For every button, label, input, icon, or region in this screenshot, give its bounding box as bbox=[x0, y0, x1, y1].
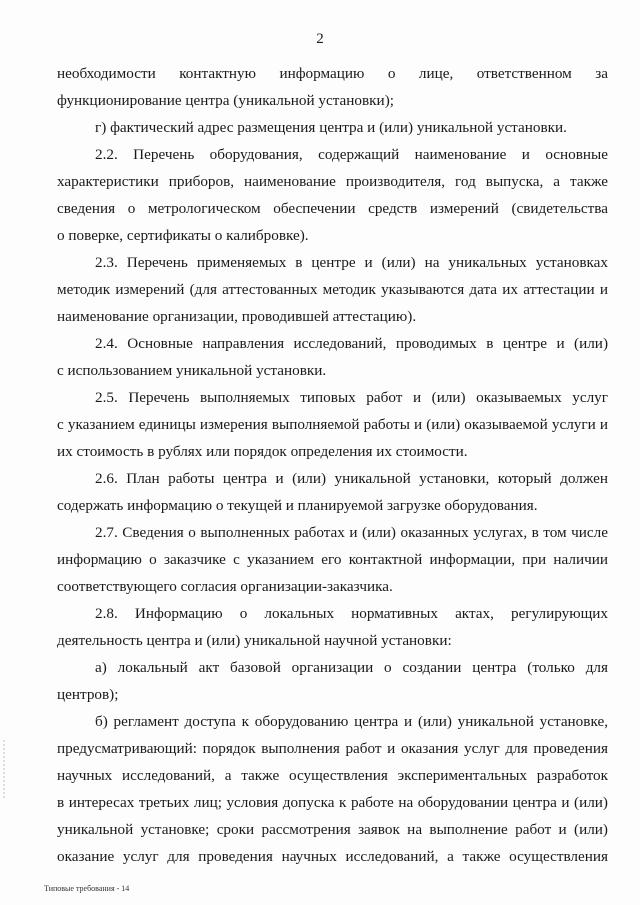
text-line: 2.7. Сведения о выполненных работах и (или) оказанных услугах, в том числе bbox=[95, 524, 608, 541]
text-line: сведения о метрологическом обеспечении средств измерений (свидетельства bbox=[57, 200, 608, 217]
text-line: 2.6. План работы центра и (или) уникальной установки, который должен bbox=[95, 470, 608, 487]
text-line: характеристики приборов, наименование производителя, год выпуска, а также bbox=[57, 173, 608, 190]
text-line: методик измерений (для аттестованных методик указываются дата их аттестации и bbox=[57, 281, 608, 298]
text-line: соответствующего согласия организации-заказчика. bbox=[57, 578, 393, 595]
text-line: 2.2. Перечень оборудования, содержащий наименование и основные bbox=[95, 146, 608, 163]
text-line: центров); bbox=[57, 686, 119, 703]
text-line: 2.8. Информацию о локальных нормативных актах, регулирующих bbox=[95, 605, 608, 622]
text-line: необходимости контактную информацию о лице, ответственном за bbox=[57, 65, 608, 82]
text-line: оказание услуг для проведения научных исследований, а также осуществления bbox=[57, 848, 608, 865]
text-line: информацию о заказчике с указанием его контактной информации, при наличии bbox=[57, 551, 608, 568]
page-footer: Типовые требования - 14 bbox=[44, 884, 130, 893]
text-line: содержать информацию о текущей и планируемой загрузке оборудования. bbox=[57, 497, 538, 514]
text-line: их стоимость в рублях или порядок определения их стоимости. bbox=[57, 443, 468, 460]
text-line: б) регламент доступа к оборудованию центра и (или) уникальной установке, bbox=[95, 713, 608, 730]
text-line: 2.3. Перечень применяемых в центре и (или) на уникальных установках bbox=[95, 254, 608, 271]
page-number: 2 bbox=[316, 31, 324, 47]
text-line: уникальной установке; сроки рассмотрения заявок на выполнение работ и (или) bbox=[57, 821, 608, 838]
text-line: с указанием единицы измерения выполняемой работы и (или) оказываемой услуги и bbox=[57, 416, 608, 433]
text-line: деятельность центра и (или) уникальной научной установки: bbox=[57, 632, 452, 649]
text-line: наименование организации, проводившей аттестацию). bbox=[57, 308, 417, 325]
text-line: с использованием уникальной установки. bbox=[57, 362, 327, 379]
document-body bbox=[57, 60, 608, 870]
text-line: 2.4. Основные направления исследований, проводимых в центре и (или) bbox=[95, 335, 608, 352]
text-line: предусматривающий: порядок выполнения работ и оказания услуг для проведения bbox=[57, 740, 608, 757]
scan-edge-mark bbox=[3, 740, 5, 800]
text-line: а) локальный акт базовой организации о создании центра (только для bbox=[95, 659, 608, 676]
text-line: 2.5. Перечень выполняемых типовых работ и (или) оказываемых услуг bbox=[95, 389, 608, 406]
text-line: научных исследований, а также осуществления экспериментальных разработок bbox=[57, 767, 608, 784]
text-line: о поверке, сертификаты о калибровке). bbox=[57, 227, 309, 244]
text-line: г) фактический адрес размещения центра и (или) уникальной установки. bbox=[95, 119, 567, 136]
text-line: в интересах третьих лиц; условия допуска к работе на оборудовании центра и (или) bbox=[57, 794, 608, 811]
text-line: функционирование центра (уникальной установки); bbox=[57, 92, 394, 109]
